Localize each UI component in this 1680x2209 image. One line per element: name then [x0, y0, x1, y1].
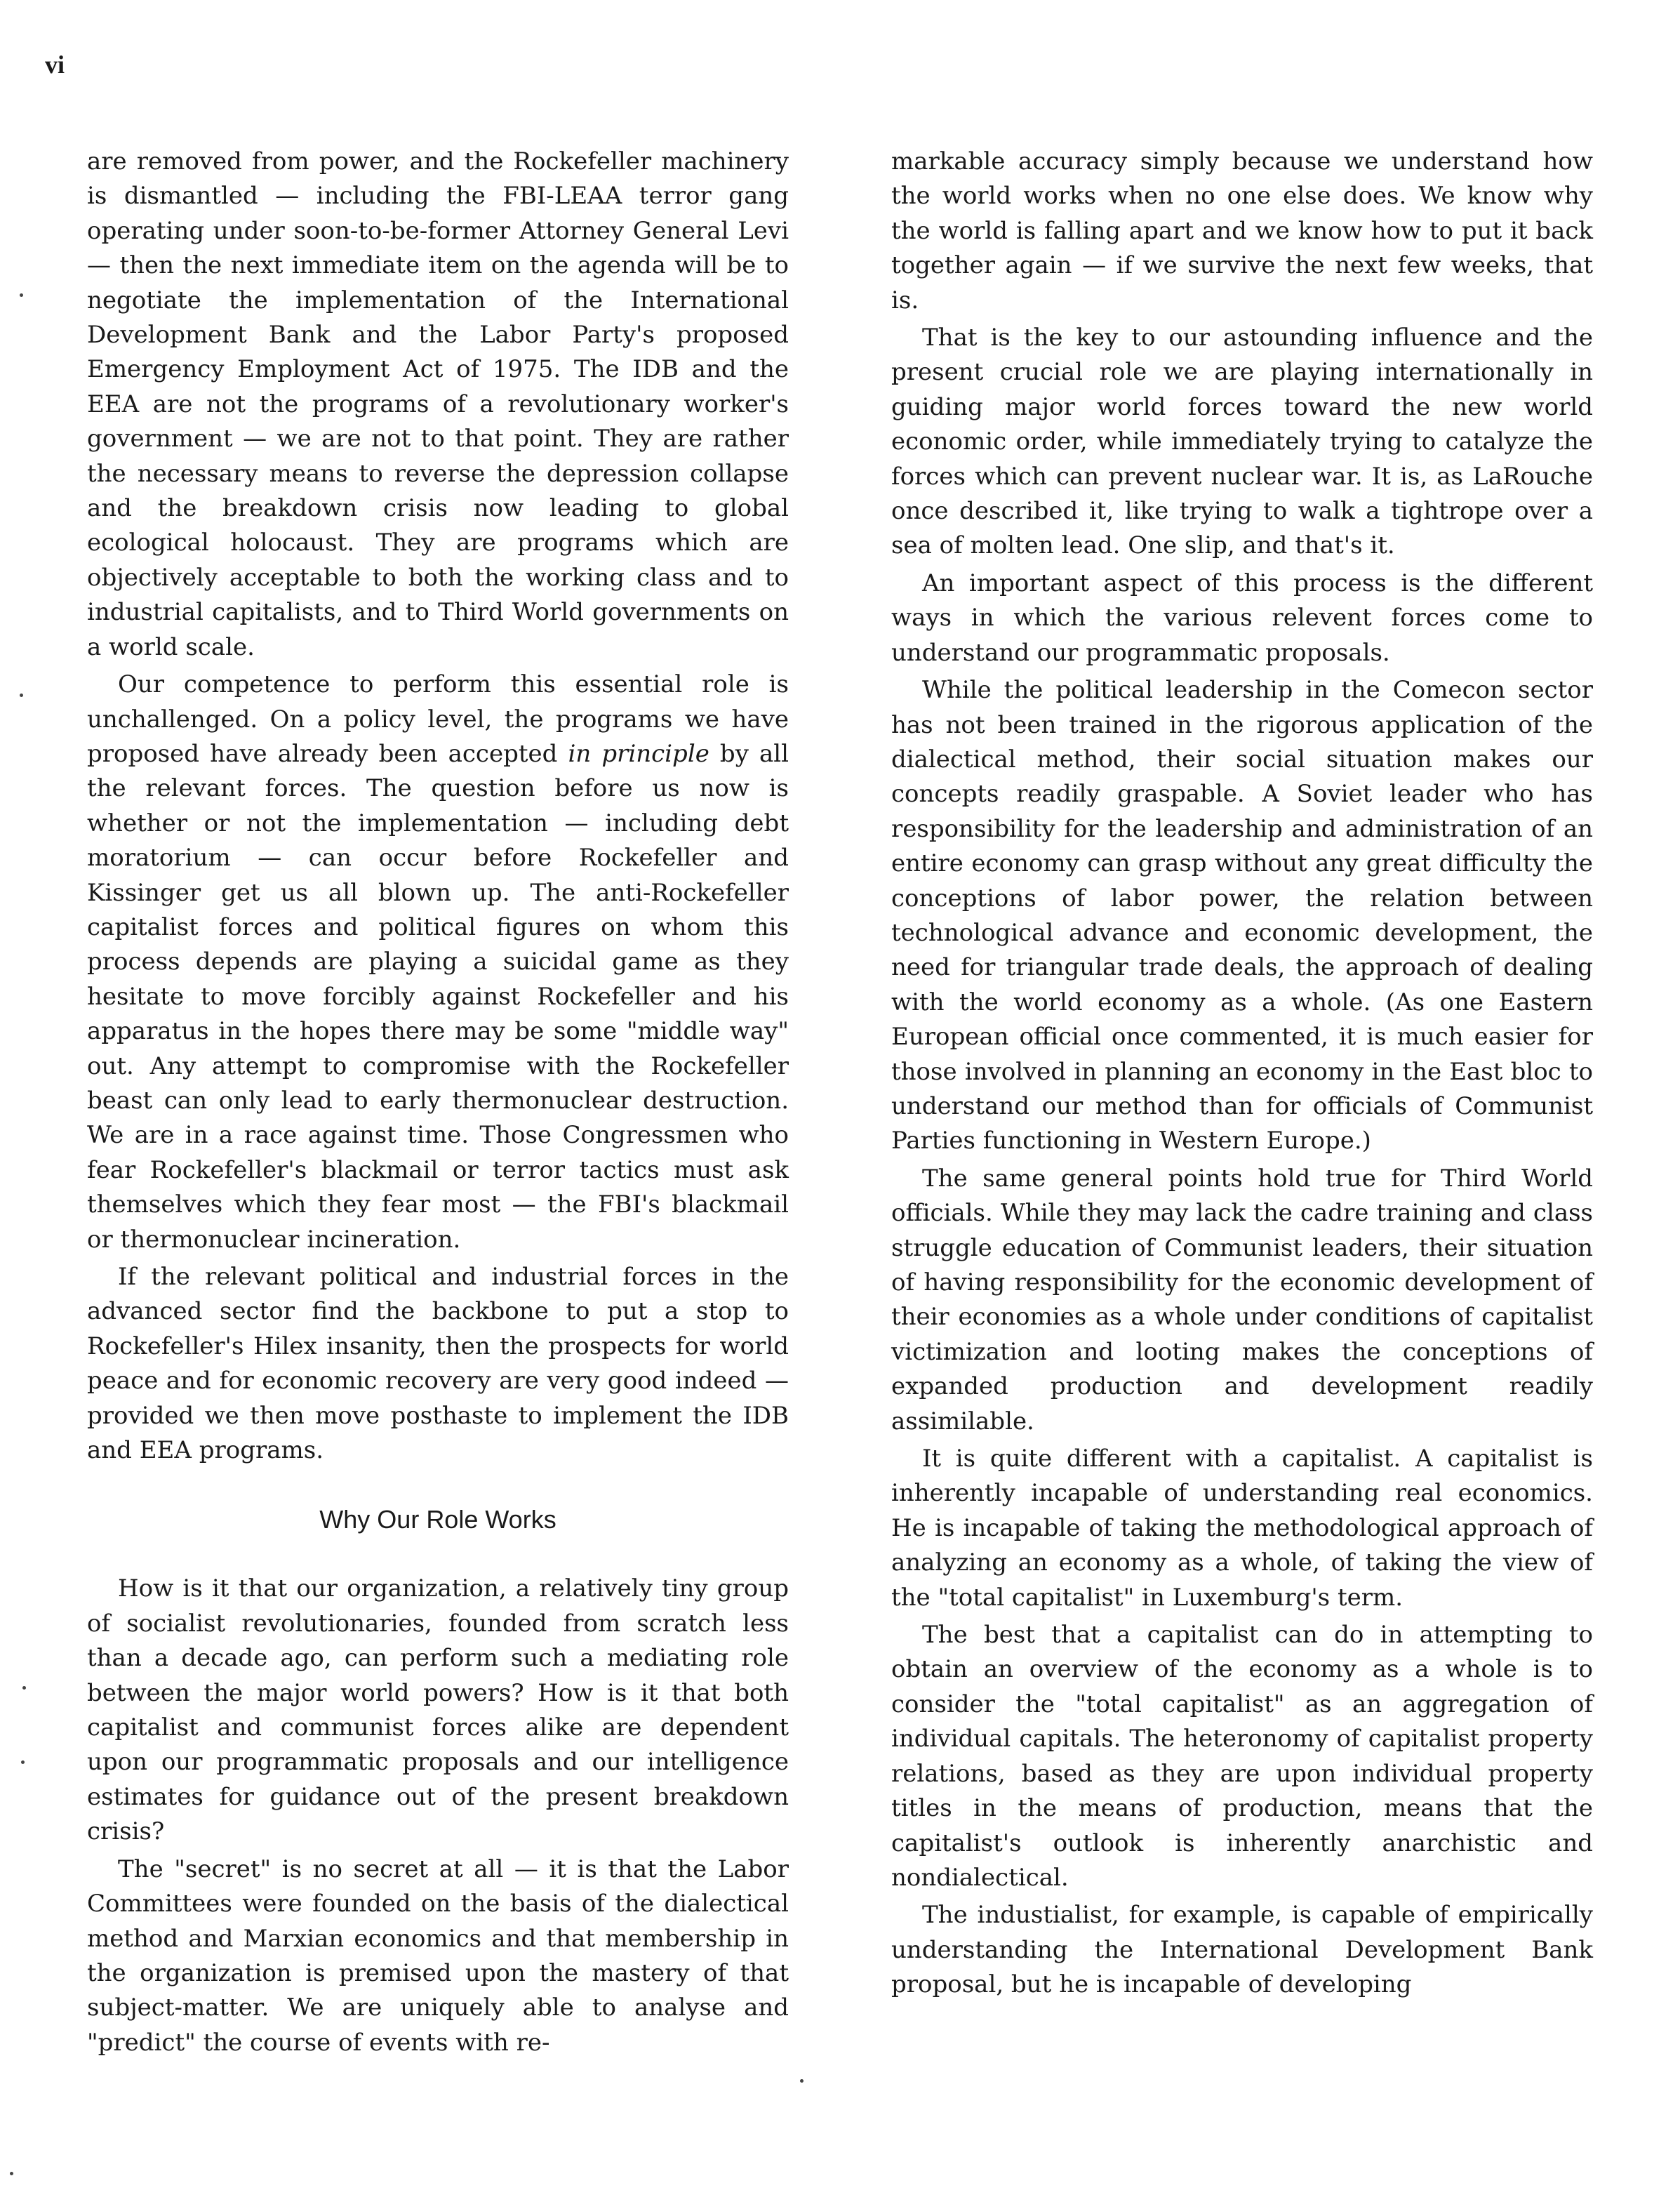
- left-paragraph-3: If the relevant political and industrial forces in the advanced sector find the backbone to put a stop to Rockefeller's Hilex insanity, then the prospects for world peace and for economic recovery are very good indeed — provided we then move posthaste to implement the IDB and EEA programs.: [87, 1263, 789, 1465]
- left-paragraph-1: are removed from power, and the Rockefeller machinery is dismantled — including the FBI-LEAA terror gang operating under soon-to-be-former Attorney General Levi — then the next immediate item on the agenda will be to negotiate the implementation of the International Development Bank and the Labor Party's proposed Emergency Employment Act of 1975. The IDB and the EEA are not the programs of a revolutionary worker's government — we are not to that point. They are rather the necessary means to reverse the depression collapse and the breakdown crisis now leading to global ecological holocaust. They are programs which are objectively acceptable to both the working class and to industrial capitalists, and to Third World governments on a world scale.: [87, 147, 789, 661]
- page-number: vi: [45, 51, 65, 79]
- scan-speck: [20, 293, 23, 297]
- scan-speck: [21, 1760, 25, 1764]
- right-paragraph-8: The industialist, for example, is capable of empirically understanding the International Development Bank proposal, but he is incapable of developing: [891, 1901, 1593, 1999]
- left-paragraph-2-text-a: Our competence to perform this essential role is unchallenged. On a policy level, the programs we have proposed have already been accepted: [87, 670, 789, 768]
- left-paragraph-2-emphasis: in principle: [568, 739, 709, 768]
- scan-speck: [800, 2079, 804, 2083]
- right-paragraph-1: markable accuracy simply because we understand how the world works when no one else does. We know why the world is falling apart and we know how to put it back together again — if we survive the next few weeks, that is.: [891, 147, 1593, 314]
- left-paragraph-2: [87, 668, 789, 1257]
- scan-speck: [20, 694, 23, 697]
- scan-speck: [10, 2172, 13, 2175]
- scan-speck: [22, 1686, 26, 1690]
- right-column: [891, 145, 1593, 2003]
- right-paragraph-5: The same general points hold true for Third World officials. While they may lack the cadre training and class struggle education of Communist leaders, their situation of having responsibility for the economic development of their economies as a whole under conditions of capitalist victimization and looting makes the conceptions of expanded production and development readily assimilable.: [891, 1164, 1593, 1435]
- left-paragraph-2-text-b: by all the relevant forces. The question before us now is whether or not the implementation — including debt moratorium — can occur before Rockefeller and Kissinger get us all blown up. The anti-Rockefeller capitalist forces and political figures on whom this process depends are playing a suicidal game as they hesitate to move forcibly against Rockefeller and his apparatus in the hopes there may be some "middle way" out. Any attempt to compromise with the Rockefeller beast can only lead to early thermonuclear destruction. We are in a race against time. Those Congressmen who fear Rockefeller's blackmail or terror tactics must ask themselves which they fear most — the FBI's blackmail or thermonuclear incineration.: [87, 739, 789, 1254]
- left-paragraph-5: The "secret" is no secret at all — it is that the Labor Committees were founded on the basis of the dialectical method and Marxian economics and that membership in the organization is premised upon the mastery of that subject-matter. We are uniquely able to analyse and "predict" the course of events with re-: [87, 1855, 789, 2057]
- right-paragraph-2: That is the key to our astounding influence and the present crucial role we are playing internationally in guiding major world forces toward the new world economic order, while immediately trying to catalyze the forces which can prevent nuclear war. It is, as LaRouche once described it, like trying to walk a tightrope over a sea of molten lead. One slip, and that's it.: [891, 324, 1593, 560]
- left-column: [87, 145, 789, 2060]
- section-heading: Why Our Role Works: [319, 1505, 556, 1534]
- left-paragraph-4: How is it that our organization, a relatively tiny group of socialist revolutionaries, founded from scratch less than a decade ago, can perform such a mediating role between the major world powers? How is it that both capitalist and communist forces alike are dependent upon our programmatic proposals and our intelligence estimates for guidance out of the present breakdown crisis?: [87, 1574, 789, 1846]
- right-paragraph-6: It is quite different with a capitalist. A capitalist is inherently incapable of understanding real economics. He is incapable of taking the methodological approach of analyzing an economy as a whole, of taking the view of the "total capitalist" in Luxemburg's term.: [891, 1445, 1593, 1612]
- right-paragraph-4: While the political leadership in the Comecon sector has not been trained in the rigorous application of the dialectical method, their social situation makes our concepts readily graspable. A Soviet leader who has responsibility for the leadership and administration of an entire economy can grasp without any great difficulty the conceptions of labor power, the relation between technological advance and economic development, the need for triangular trade deals, the approach of dealing with the world economy as a whole. (As one Eastern European official once commented, it is much easier for those involved in planning an economy in the East bloc to understand our method than for officials of Communist Parties functioning in Western Europe.): [891, 676, 1593, 1155]
- right-paragraph-3: An important aspect of this process is the different ways in which the various relevent forces come to understand our programmatic proposals.: [891, 569, 1593, 667]
- right-paragraph-7: The best that a capitalist can do in attempting to obtain an overview of the economy as a whole is to consider the "total capitalist" as an aggregation of individual capitals. The heteronomy of capitalist property relations, based as they are upon individual property titles in the means of production, means that the capitalist's outlook is inherently anarchistic and nondialectical.: [891, 1621, 1593, 1892]
